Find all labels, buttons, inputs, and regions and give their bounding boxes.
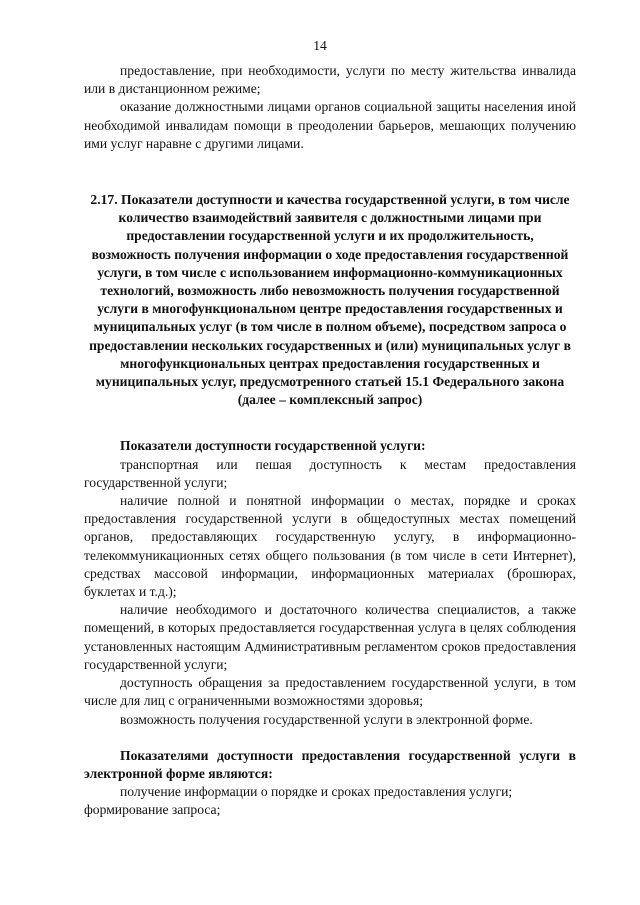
availability-item-electronic: возможность получения государственной услуги в электронной форме. [120, 711, 533, 727]
availability-indicators-heading: Показатели доступности государственной услуги: [120, 438, 426, 454]
electronic-item-request: формирование запроса; [84, 802, 221, 818]
page-number: 14 [313, 38, 327, 53]
paragraph-service-at-home: предоставление, при необходимости, услуги по месту жительства инвалида или в дистанционном режиме; [84, 63, 576, 97]
electronic-indicators-heading: Показателями доступности предоставления государственной услуги в электронной форме являются: [84, 747, 576, 781]
paragraph-assistance-to-disabled: оказание должностными лицами органов социальной защиты населения иной необходимой инвалидам помощи в преодолении барьеров, мешающих получению ими услуг наравне с другими лицами. [84, 99, 576, 151]
section-heading-2-17: 2.17. Показатели доступности и качества государственной услуги, в том числе количество взаимодействий заявителя с должностными лицами при предоставлении государственной услуги и их продолжительность, возможность получения информации о ходе предоставления государственной услуги, в том числе с использованием информационно-коммуникационных технологий, возможность либо невозможность получения государственной услуги в многофункциональном центре предоставления государственных и муниципальных услуг (в том числе в полном объеме), посредством запроса о предоставлении нескольких государственных и (или) муниципальных услуг в многофункциональных центрах предоставления государственных и муниципальных услуг, предусмотренного статьей 15.1 Федерального закона (далее – комплексный запрос) [89, 192, 571, 408]
availability-item-information: наличие полной и понятной информации о местах, порядке и сроках предоставления государственной услуги в общедоступных местах помещений органов, предоставляющих государственную услугу, в информационно-телекоммуникационных сетях общего пользования (в том числе в сети Интернет), средствах массовой информации, информационных материалах (брошюрах, буклетах и т.д.); [84, 493, 576, 600]
availability-item-access: доступность обращения за предоставлением государственной услуги, в том числе для лиц с ограниченными возможностями здоровья; [84, 675, 576, 709]
availability-item-transport: транспортная или пешая доступность к местам предоставления государственной услуги; [84, 456, 576, 490]
electronic-item-information: получение информации о порядке и сроках предоставления услуги; [120, 784, 513, 800]
page-content [84, 62, 576, 820]
availability-item-staff: наличие необходимого и достаточного количества специалистов, а также помещений, в которых предоставляется государственная услуга в целях соблюдения установленных настоящим Административным регламентом сроков предоставления государственной услуги; [84, 602, 576, 672]
